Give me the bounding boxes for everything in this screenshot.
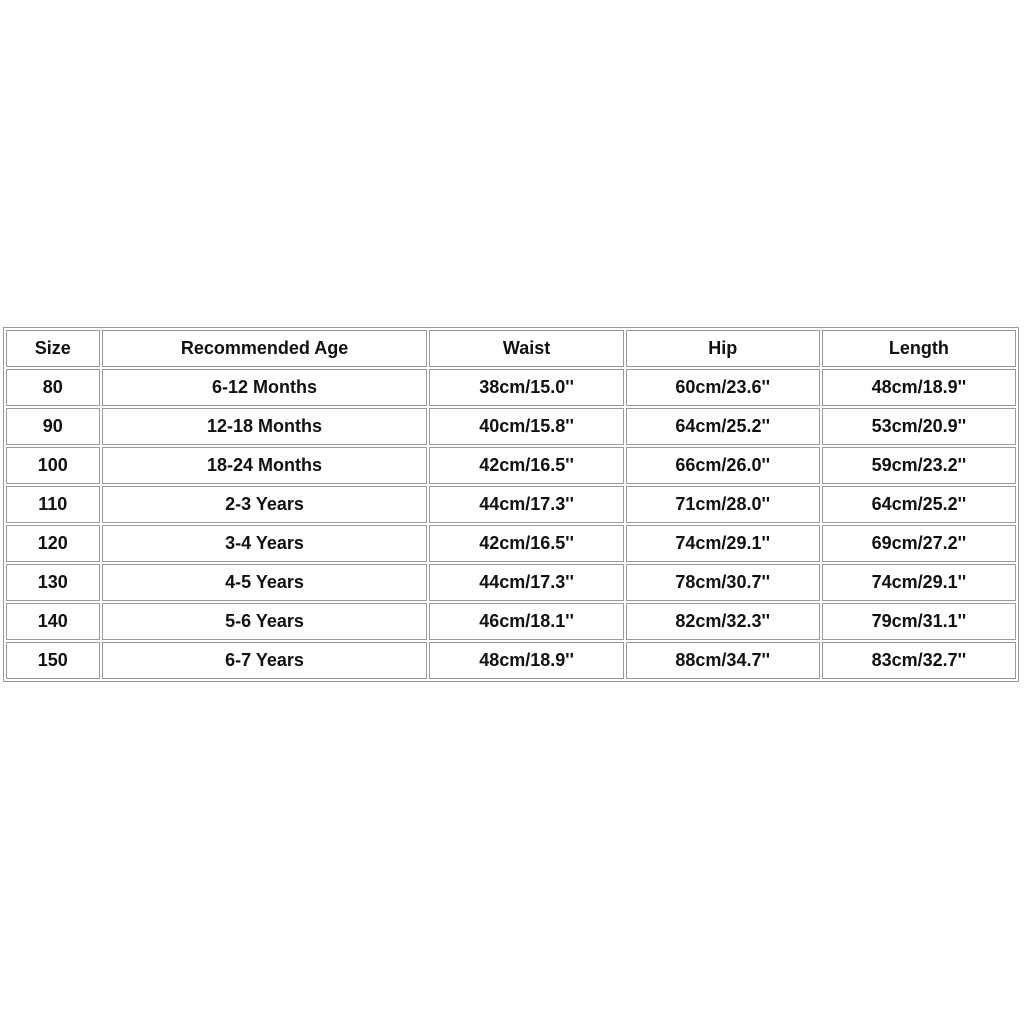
cell-waist: 42cm/16.5'' — [429, 447, 623, 484]
size-chart-table — [3, 327, 1019, 682]
table-row — [6, 369, 1016, 406]
cell-recommended-age: 2-3 Years — [102, 486, 428, 523]
cell-waist: 42cm/16.5'' — [429, 525, 623, 562]
cell-size: 80 — [6, 369, 100, 406]
cell-length: 59cm/23.2'' — [822, 447, 1016, 484]
cell-size: 100 — [6, 447, 100, 484]
cell-recommended-age: 5-6 Years — [102, 603, 428, 640]
cell-length: 64cm/25.2'' — [822, 486, 1016, 523]
cell-waist: 40cm/15.8'' — [429, 408, 623, 445]
cell-hip: 78cm/30.7'' — [626, 564, 820, 601]
cell-hip: 60cm/23.6'' — [626, 369, 820, 406]
cell-hip: 88cm/34.7'' — [626, 642, 820, 679]
table-row — [6, 525, 1016, 562]
table-row — [6, 447, 1016, 484]
cell-size: 120 — [6, 525, 100, 562]
cell-size: 150 — [6, 642, 100, 679]
table-row — [6, 642, 1016, 679]
cell-waist: 44cm/17.3'' — [429, 564, 623, 601]
cell-length: 48cm/18.9'' — [822, 369, 1016, 406]
header-recommended-age: Recommended Age — [102, 330, 428, 367]
cell-waist: 48cm/18.9'' — [429, 642, 623, 679]
header-length: Length — [822, 330, 1016, 367]
header-hip: Hip — [626, 330, 820, 367]
table-row — [6, 486, 1016, 523]
cell-length: 83cm/32.7'' — [822, 642, 1016, 679]
cell-size: 110 — [6, 486, 100, 523]
table-row — [6, 408, 1016, 445]
table-row — [6, 603, 1016, 640]
cell-recommended-age: 6-12 Months — [102, 369, 428, 406]
cell-length: 79cm/31.1'' — [822, 603, 1016, 640]
table-row — [6, 564, 1016, 601]
cell-hip: 66cm/26.0'' — [626, 447, 820, 484]
cell-hip: 74cm/29.1'' — [626, 525, 820, 562]
table-header-row — [6, 330, 1016, 367]
cell-hip: 71cm/28.0'' — [626, 486, 820, 523]
cell-length: 53cm/20.9'' — [822, 408, 1016, 445]
cell-waist: 38cm/15.0'' — [429, 369, 623, 406]
cell-recommended-age: 4-5 Years — [102, 564, 428, 601]
cell-recommended-age: 18-24 Months — [102, 447, 428, 484]
header-waist: Waist — [429, 330, 623, 367]
cell-size: 140 — [6, 603, 100, 640]
cell-length: 69cm/27.2'' — [822, 525, 1016, 562]
cell-recommended-age: 6-7 Years — [102, 642, 428, 679]
cell-size: 130 — [6, 564, 100, 601]
cell-recommended-age: 3-4 Years — [102, 525, 428, 562]
cell-waist: 44cm/17.3'' — [429, 486, 623, 523]
cell-recommended-age: 12-18 Months — [102, 408, 428, 445]
cell-size: 90 — [6, 408, 100, 445]
cell-length: 74cm/29.1'' — [822, 564, 1016, 601]
cell-waist: 46cm/18.1'' — [429, 603, 623, 640]
header-size: Size — [6, 330, 100, 367]
cell-hip: 64cm/25.2'' — [626, 408, 820, 445]
cell-hip: 82cm/32.3'' — [626, 603, 820, 640]
